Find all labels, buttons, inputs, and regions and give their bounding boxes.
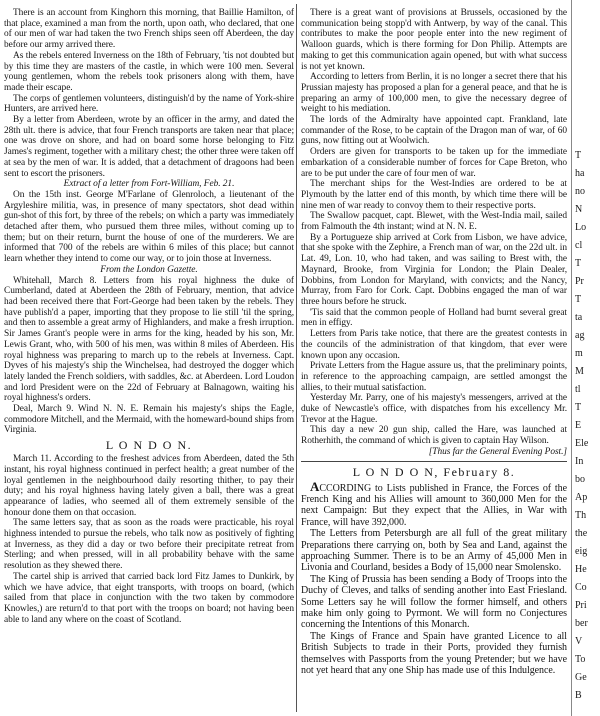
article-volunteers: The corps of gentlemen volunteers, distinguish'd by the name of York-shire Hunters, are arrived here. [4, 93, 294, 115]
article-france-spain: The Kings of France and Spain have granted Licence to all British Subjects to trade in their Ports, provided they furnish themselves with Passports from the young Pretender; but we have not yet heard that any one Ship has made use of this Indulgence. [301, 630, 567, 677]
edge-fragment: bo [575, 474, 585, 485]
drop-cap: A [310, 478, 320, 494]
edge-fragment: V [575, 636, 583, 647]
edge-fragment: He [575, 564, 587, 575]
article-aberdeen-letter: By a letter from Aberdeen, wrote by an officer in the army, and dated the 28th ult. there is advice, that four French transports are taken near that place; one was drove on shore, and had on board some horse belonging to Fitz James's regiment, together with a military chest; the other three were taken off at sea by the men of war. It is added, that a detachment of dragoons had been sent to escort the prisoners. [4, 115, 294, 179]
article-admiralty: The lords of the Admiralty have appointed capt. Frankland, late commander of the Rose, to be captain of the Dragon man of war, of 60 guns, now fitting out at Woolwich. [301, 115, 567, 147]
article-holland: 'Tis said that the common people of Holland had burnt several great men in effigy. [301, 307, 567, 329]
edge-fragment: M [575, 366, 584, 377]
edge-fragment: B [575, 690, 582, 701]
right-column [301, 8, 567, 712]
source-heading: From the London Gazette. [100, 264, 198, 275]
adjacent-page-edge [571, 0, 600, 716]
article-march-11: March 11. According to the freshest advices from Aberdeen, dated the 5th instant, his royal highness continued in perfect health; a great number of the loyal gentlemen in the neighbourhood daily resorting thither, to pay their duty; and his royal highness having lately given a ball, there was a great appearance of ladies, who seemed all of them extremely sensible of the honour done them on that occasion. [4, 454, 294, 518]
article-west-indies: The merchant ships for the West-Indies are ordered to be at Plymouth by the latter end of this month, by which time there will be nine men of war ready to convoy them to their respective ports. [301, 179, 567, 211]
edge-fragment: ta [575, 312, 583, 323]
edge-fragment: tl [575, 384, 581, 395]
article-inverness: As the rebels entered Inverness on the 18th of February, 'tis not doubted but by this time they are masters of the castle, in which were 100 men. Several young gentlemen, whom the rebels took prisoners along with them, have made their escape. [4, 50, 294, 93]
article-french-forces [301, 478, 567, 529]
article-hare: This day a new 20 gun ship, called the Hare, was launched at Rotherhith, the command of which is given to captain Hay Wilson. [301, 425, 567, 447]
article-fort-william: On the 15th inst. George M'Farlane of Glenroloch, a lieutenant of the Argyleshire militia, was, in presence of many spectators, shot dead within gun-shot of this fort, by three of the rebels; on which a party was immediately detached after them, who pursued them three miles, without coming up to them; but on their return, burnt the house of one of the murderers. We are informed that 700 of the rebels are within 6 miles of this place; but cannot learn whether they intend to come our way, or to join those at Inverness. [4, 189, 294, 265]
edge-fragment: ha [575, 168, 585, 179]
edge-fragment: Pri [575, 600, 587, 611]
article-petersburgh: The Letters from Petersburgh are all full of the great military Preparations there carrying on, both by Sea and Land, against the approaching Summer. There is to be an Army of 45,000 Men in Livonia and Courland, besides a Body of 15,000 near Smolensko. [301, 528, 567, 574]
french-forces-text: CCORDING to Lists published in France, the Forces of the French King and his Allies will amount to 360,000 Men for the next Campaign: But they expect that the Allies, in War with France, will have 392,000. [301, 482, 567, 528]
article-swallow: The Swallow pacquet, capt. Blewet, with the West-India mail, sailed from Falmouth the 4th instant; wind at N. N. E. [301, 211, 567, 233]
article-transports: Orders are given for transports to be taken up for the immediate embarkation of a considerable number of forces for Cape Breton, who are to be put under the care of four men of war. [301, 147, 567, 179]
edge-fragment: T [575, 150, 582, 161]
edge-fragment: ag [575, 330, 585, 341]
left-column [4, 8, 294, 712]
edge-fragment: Pr [575, 276, 584, 287]
edge-fragment: Ap [575, 492, 588, 503]
article-cartel-ship: The cartel ship is arrived that carried back lord Fitz James to Dunkirk, by which we have advice, that eight transports, with troops on board, (which sailed from that place in conjunction with the two taken by commodore Knowles,) are return'd to that port with the troops on board; not having been able to land any where on the coast of Scotland. [4, 571, 294, 625]
edge-fragment: Lo [575, 222, 587, 233]
article-same-letters: The same letters say, that as soon as the roads were practicable, his royal highness intended to pursue the rebels, who talk now as positively of fighting at Inverness, as they did a day or two before their precipitate retreat from Sterling; and when pressed, will in all probability behave with the same resolution as they shewed there. [4, 518, 294, 572]
article-prussia: The King of Prussia has been sending a Body of Troops into the Duchy of Cleves, and talks of sending another into East Friesland. Some Letters say he will follow the former himself, and others make him only going to Pyrmont. We will form no Conjectures concerning the Intentions of this Monarch. [301, 573, 567, 631]
london-february-dateline: L O N D O N, February 8. [352, 464, 516, 479]
article-whitehall: Whitehall, March 8. Letters from his royal highness the duke of Cumberland, dated at Aberdeen the 28th of February, mention, that advice had been received there that Fort-George had been taken by the rebels. They have publish'd a paper, importing that they propose to lie still 'til the spring, and then to assemble a great army of Highlanders, and make a fresh irruption. Sir James Grant's people were in arms for the king, headed by his son, Mr. Lewis Grant, who, with 500 of his men, was within 8 miles of Aberdeen. His royal highness was preparing to march up to the rebels at Inverness. Capt. Dyves of his majesty's ship the Winchelsea, had destroyed the dogger which lately landed the French soldiers, with saddles, &c. at Aberdeen. Lord Loudon and lord President were on the 22d of February at Balnagown, waiting his royal highness's orders. [4, 275, 294, 404]
edge-fragment: Ele [575, 438, 589, 449]
article-paris: Letters from Paris take notice, that there are the greatest contests in the councils of the administration of that kingdom, that ever were known upon any occasion. [301, 329, 567, 361]
article-brussels: There is a great want of provisions at Brussels, occasioned by the communication being stopp'd with Antwerp, by way of the canal. This contributes to make the poor people enter into the new regiment of Walloon guards, which is there forming for Don Philip. Attempts are making to get this communication again opened, but with what success is not yet known. [301, 8, 567, 72]
edge-fragment: T [575, 402, 582, 413]
edge-fragment: Co [575, 582, 587, 593]
article-kinghorn: There is an account from Kinghorn this morning, that Baillie Hamilton, of that place, examined a man from the north, upon oath, who declared, that one of our men of war had taken the two French ships seen off Aberdeen, the day before our army arrived there. [4, 8, 294, 51]
article-berlin: According to letters from Berlin, it is no longer a secret there that his Prussian majesty has proposed a plan for a general peace, and that he is preparing an army of 100,000 men, to give the necessary degree of weight to his mediation. [301, 72, 567, 115]
evening-post-credit: [Thus far the General Evening Post.] [428, 446, 567, 457]
edge-fragment: no [575, 186, 585, 197]
edge-fragment: ber [575, 618, 588, 629]
edge-fragment: In [575, 456, 584, 467]
section-rule [301, 461, 567, 462]
edge-fragment: Ge [575, 672, 587, 683]
edge-fragment: N [575, 204, 583, 215]
extract-heading: Extract of a letter from Fort-William, Feb. 21. [63, 179, 235, 190]
edge-fragment: To [575, 654, 586, 665]
column-divider [296, 4, 297, 712]
edge-fragment: T [575, 294, 582, 305]
london-dateline: L O N D O N. [105, 438, 193, 453]
article-deal: Deal, March 9. Wind N. N. E. Remain his majesty's ships the Eagle, commodore Mitchell, and the Mermaid, with the homeward-bound ships from Virginia. [4, 404, 294, 436]
article-hague: Private Letters from the Hague assure us, that the preliminary points, in reference to the approaching campaign, are settled amongst the allies, to their mutual satisfaction. [301, 361, 567, 393]
edge-fragment: E [575, 420, 582, 431]
edge-fragment: eig [575, 546, 588, 557]
article-portugueze-ship: By a Portugueze ship arrived at Cork from Lisbon, we have advice, that she spoke with the Zephire, a French man of war, on the 22d ult. in Lat. 49, Lon. 10, who had taken, and was sailing to Brest with, the Maynard, Brooke, from Virginia for London; the Plain Dealer, Dobbins, from London for Maryland, with convicts; and the Nancy, Murray, from Faro for Cork. Capt. Dobbins engaged the man of war three hours before he struck. [301, 232, 567, 307]
edge-fragment: cl [575, 240, 583, 251]
edge-fragment: T [575, 258, 582, 269]
edge-fragment: m [575, 348, 583, 359]
edge-fragment: the [575, 528, 588, 539]
article-parry: Yesterday Mr. Parry, one of his majesty's messengers, arrived at the duke of Newcastle's office, with dispatches from his excellency Mr. Trevor at the Hague. [301, 393, 567, 425]
edge-fragment: Th [575, 510, 587, 521]
